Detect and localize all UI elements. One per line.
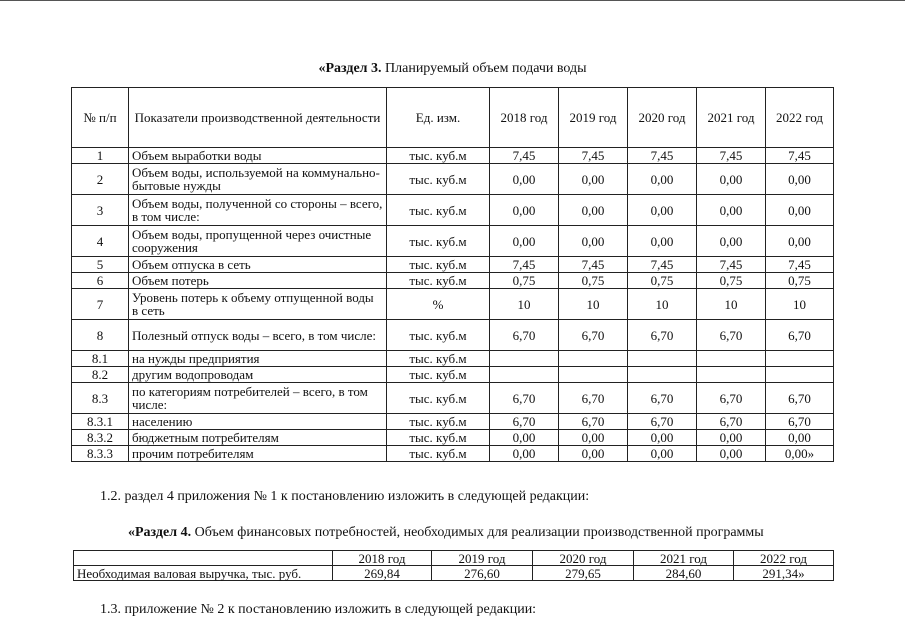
row-indicator: Объем воды, полученной со стороны – всего, в том числе: — [129, 195, 387, 226]
row-value-2021: 0,00 — [697, 430, 766, 446]
row-value-2019: 0,75 — [559, 273, 628, 289]
row-value-2020 — [628, 351, 697, 367]
table-row — [72, 430, 834, 446]
row-value-2021: 7,45 — [697, 257, 766, 273]
row-value-2020: 0,00 — [628, 226, 697, 257]
row-value-2022: 7,45 — [766, 257, 834, 273]
row-unit: тыс. куб.м — [387, 414, 490, 430]
row-value-2022 — [766, 367, 834, 383]
row-value-2019: 7,45 — [559, 257, 628, 273]
header-num: № п/п — [72, 88, 129, 148]
row-value-2020: 0,00 — [628, 195, 697, 226]
header-2020: 2020 год — [628, 88, 697, 148]
row-value-2018 — [490, 351, 559, 367]
section4-header-2018: 2018 год — [333, 551, 432, 566]
table-row — [72, 414, 834, 430]
row-value-2020: 0,00 — [628, 430, 697, 446]
row-indicator: Объем воды, используемой на коммунально-бытовые нужды — [129, 164, 387, 195]
row-unit: % — [387, 289, 490, 320]
row-value-2022: 0,00» — [766, 446, 834, 462]
header-2019: 2019 год — [559, 88, 628, 148]
row-number: 4 — [72, 226, 129, 257]
row-indicator: Объем отпуска в сеть — [129, 257, 387, 273]
row-number: 1 — [72, 148, 129, 164]
row-unit: тыс. куб.м — [387, 195, 490, 226]
row-value-2018: 6,70 — [490, 414, 559, 430]
row-indicator: бюджетным потребителям — [129, 430, 387, 446]
row-indicator: Уровень потерь к объему отпущенной воды в сеть — [129, 289, 387, 320]
row-value-2022: 6,70 — [766, 320, 834, 351]
header-indicator: Показатели производственной деятельности — [129, 88, 387, 148]
section4-header-empty — [74, 551, 333, 566]
header-2022: 2022 год — [766, 88, 834, 148]
row-number: 8.3.2 — [72, 430, 129, 446]
row-value-2019: 0,00 — [559, 430, 628, 446]
row-unit: тыс. куб.м — [387, 446, 490, 462]
row-value-2019: 6,70 — [559, 414, 628, 430]
table-row — [72, 257, 834, 273]
row-unit: тыс. куб.м — [387, 273, 490, 289]
row-value-2018: 7,45 — [490, 148, 559, 164]
row-value-2018: 10 — [490, 289, 559, 320]
header-2018: 2018 год — [490, 88, 559, 148]
row-unit: тыс. куб.м — [387, 367, 490, 383]
table-row — [72, 195, 834, 226]
section3-title: «Раздел 3. Планируемый объем подачи воды — [318, 61, 587, 76]
row-number: 8.3.3 — [72, 446, 129, 462]
table-row — [72, 164, 834, 195]
row-value-2020: 7,45 — [628, 257, 697, 273]
table-row — [72, 351, 834, 367]
row-value-2021: 0,00 — [697, 446, 766, 462]
row-value-2019: 10 — [559, 289, 628, 320]
row-value-2020: 7,45 — [628, 148, 697, 164]
row-indicator: на нужды предприятия — [129, 351, 387, 367]
page-top-border — [0, 0, 905, 1]
row-value-2020: 6,70 — [628, 414, 697, 430]
row-unit: тыс. куб.м — [387, 320, 490, 351]
row-value-2018: 0,00 — [490, 226, 559, 257]
row-value-2022: 6,70 — [766, 414, 834, 430]
section4-header-2021: 2021 год — [634, 551, 734, 566]
row-number: 5 — [72, 257, 129, 273]
row-value-2018: 7,45 — [490, 257, 559, 273]
row-indicator: Объем воды, пропущенной через очистные сооружения — [129, 226, 387, 257]
row-number: 3 — [72, 195, 129, 226]
row-value-2019: 0,00 — [559, 226, 628, 257]
row-value-2020: 0,75 — [628, 273, 697, 289]
row-value-2022: 0,00 — [766, 226, 834, 257]
row-value-2021: 0,00 — [697, 164, 766, 195]
table-row — [72, 273, 834, 289]
row-number: 8.3 — [72, 383, 129, 414]
row-indicator: Полезный отпуск воды – всего, в том числе: — [129, 320, 387, 351]
section4-value-2022: 291,34» — [734, 566, 834, 581]
row-value-2018: 0,00 — [490, 446, 559, 462]
table-row — [72, 367, 834, 383]
row-unit: тыс. куб.м — [387, 148, 490, 164]
row-value-2020: 6,70 — [628, 320, 697, 351]
row-value-2021 — [697, 367, 766, 383]
row-value-2019 — [559, 351, 628, 367]
row-value-2022: 0,00 — [766, 430, 834, 446]
row-unit: тыс. куб.м — [387, 430, 490, 446]
row-value-2022: 0,75 — [766, 273, 834, 289]
row-indicator: Объем потерь — [129, 273, 387, 289]
row-value-2018: 6,70 — [490, 383, 559, 414]
row-value-2019: 0,00 — [559, 195, 628, 226]
row-indicator: прочим потребителям — [129, 446, 387, 462]
row-number: 8 — [72, 320, 129, 351]
section4-row-label: Необходимая валовая выручка, тыс. руб. — [74, 566, 333, 581]
paragraph-1-2: 1.2. раздел 4 приложения № 1 к постановлению изложить в следующей редакции: — [100, 489, 590, 504]
header-2021: 2021 год — [697, 88, 766, 148]
row-value-2021: 10 — [697, 289, 766, 320]
row-value-2022 — [766, 351, 834, 367]
section4-value-2020: 279,65 — [533, 566, 634, 581]
row-value-2022: 6,70 — [766, 383, 834, 414]
row-indicator: другим водопроводам — [129, 367, 387, 383]
row-value-2021: 0,00 — [697, 226, 766, 257]
row-value-2019: 0,00 — [559, 164, 628, 195]
row-value-2020: 6,70 — [628, 383, 697, 414]
section3-table — [71, 87, 834, 462]
row-indicator: населению — [129, 414, 387, 430]
row-unit: тыс. куб.м — [387, 226, 490, 257]
section4-header-2020: 2020 год — [533, 551, 634, 566]
row-value-2020: 0,00 — [628, 446, 697, 462]
row-unit: тыс. куб.м — [387, 164, 490, 195]
row-value-2019: 6,70 — [559, 383, 628, 414]
row-value-2019: 6,70 — [559, 320, 628, 351]
paragraph-1-3: 1.3. приложение № 2 к постановлению изложить в следующей редакции: — [100, 602, 537, 617]
row-value-2018: 0,75 — [490, 273, 559, 289]
row-value-2020 — [628, 367, 697, 383]
row-number: 7 — [72, 289, 129, 320]
row-value-2018: 0,00 — [490, 164, 559, 195]
section4-header-row — [74, 551, 834, 566]
row-value-2022: 0,00 — [766, 164, 834, 195]
row-unit: тыс. куб.м — [387, 383, 490, 414]
section4-table — [73, 550, 834, 581]
table-row — [72, 148, 834, 164]
row-value-2021: 6,70 — [697, 414, 766, 430]
row-indicator: по категориям потребителей – всего, в том числе: — [129, 383, 387, 414]
row-unit: тыс. куб.м — [387, 351, 490, 367]
row-value-2019: 7,45 — [559, 148, 628, 164]
section4-header-2019: 2019 год — [432, 551, 533, 566]
header-unit: Ед. изм. — [387, 88, 490, 148]
section4-data-row — [74, 566, 834, 581]
row-value-2022: 0,00 — [766, 195, 834, 226]
row-value-2020: 0,00 — [628, 164, 697, 195]
section4-value-2021: 284,60 — [634, 566, 734, 581]
table-row — [72, 320, 834, 351]
row-value-2021 — [697, 351, 766, 367]
section4-value-2018: 269,84 — [333, 566, 432, 581]
row-value-2018: 0,00 — [490, 430, 559, 446]
row-indicator: Объем выработки воды — [129, 148, 387, 164]
row-unit: тыс. куб.м — [387, 257, 490, 273]
row-number: 2 — [72, 164, 129, 195]
row-number: 6 — [72, 273, 129, 289]
row-value-2021: 6,70 — [697, 383, 766, 414]
row-value-2022: 7,45 — [766, 148, 834, 164]
row-value-2019 — [559, 367, 628, 383]
table-row — [72, 446, 834, 462]
row-value-2019: 0,00 — [559, 446, 628, 462]
table-row — [72, 289, 834, 320]
row-number: 8.2 — [72, 367, 129, 383]
section4-value-2019: 276,60 — [432, 566, 533, 581]
row-value-2021: 6,70 — [697, 320, 766, 351]
row-number: 8.3.1 — [72, 414, 129, 430]
section4-title: «Раздел 4. Объем финансовых потребностей, необходимых для реализации производственной программы — [128, 525, 764, 540]
section4-header-2022: 2022 год — [734, 551, 834, 566]
row-value-2021: 0,00 — [697, 195, 766, 226]
row-value-2018 — [490, 367, 559, 383]
row-number: 8.1 — [72, 351, 129, 367]
row-value-2022: 10 — [766, 289, 834, 320]
row-value-2018: 0,00 — [490, 195, 559, 226]
table-row — [72, 226, 834, 257]
table-row — [72, 383, 834, 414]
section3-header-row — [72, 88, 834, 148]
row-value-2018: 6,70 — [490, 320, 559, 351]
row-value-2021: 0,75 — [697, 273, 766, 289]
row-value-2021: 7,45 — [697, 148, 766, 164]
row-value-2020: 10 — [628, 289, 697, 320]
